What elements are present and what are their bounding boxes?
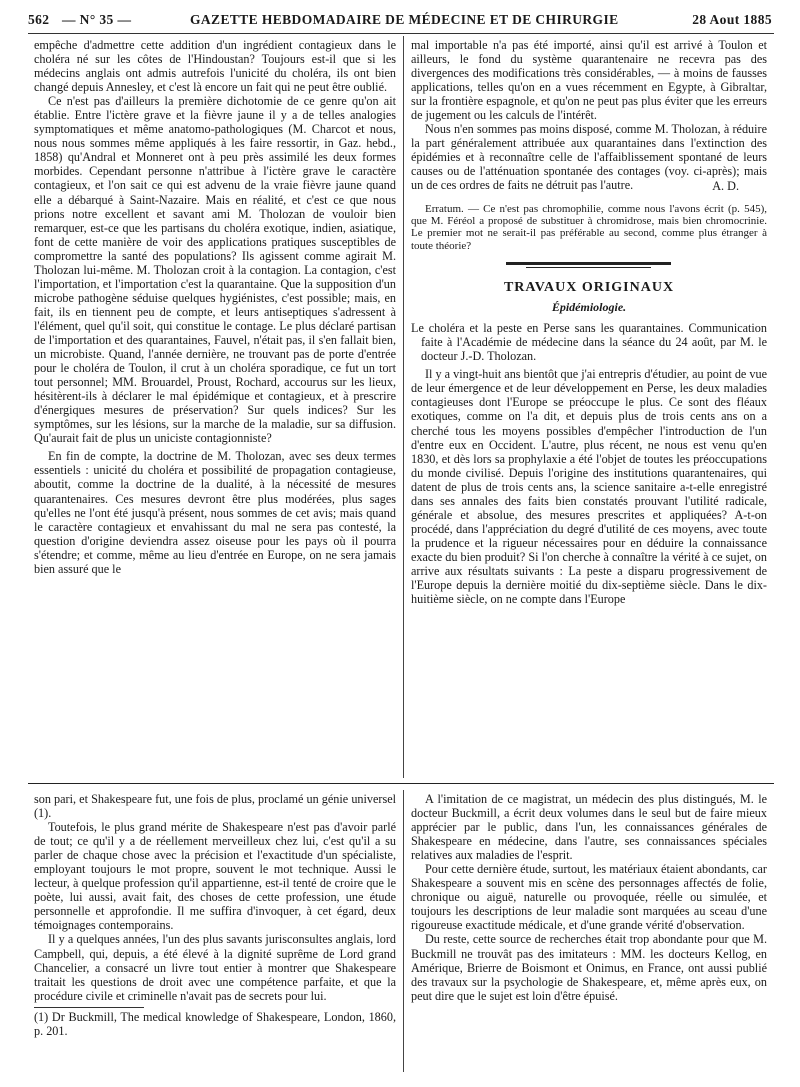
section-rule [28, 783, 774, 784]
page-header [28, 8, 774, 32]
page-number: 562 [28, 12, 50, 27]
journal-title: GAZETTE HEBDOMADAIRE DE MÉDECINE ET DE CHIRURGIE [190, 12, 619, 27]
paragraph: mal importable n'a pas été importé, ainsi qu'il est arrivé à Toulon et ailleurs, le fond du système quarantenaire ne recevra pas des divergences des modifications très considérables, — à moins de fausses applications, telles qu'on en a vues récemment en Egypte, à Gibraltar, sur la frontière espagnole, et qu'on ne peut pas plus éviter que les erreurs de jugement ou les calculs de l'intérêt. [411, 38, 767, 123]
paragraph: Pour cette dernière étude, surtout, les matériaux étaient abondants, car Shakespeare a souvent mis en scène des personnages affectés de folie, chronique ou aiguë, naturelle ou provoquée, réelle ou simulée, et toujours les descriptions de leur maladie sont marquées au sceau d'une rigoureuse exactitude médicale, et d'une grande vérité d'observation. [411, 862, 767, 933]
footnote: (1) Dr Buckmill, The medical knowledge of Shakespeare, London, 1860, p. 201. [34, 1009, 396, 1038]
paragraph: son pari, et Shakespeare fut, une fois de plus, proclamé un génie universel (1). [34, 792, 396, 821]
bottom-right-column [411, 792, 767, 1003]
article-title: Le choléra et la peste en Perse sans les quarantaines. Communication faite à l'Académie de médecine dans la séance du 24 août, par M. le docteur J.-D. Tholozan. [411, 321, 767, 364]
issue-number: — N° 35 — [62, 12, 132, 27]
signature: A. D. [712, 178, 739, 193]
erratum-note [411, 203, 767, 253]
paragraph: Il y a vingt-huit ans bientôt que j'ai entrepris d'étudier, au point de vue de leur émergence et de leur développement en Perse, les deux maladies contagieuses dont l'Europe se préoccupe le plus. Ce sont des fléaux exotiques, comme on l'a dit, et depuis plus de trois cents ans on a cherché tous les moyens possibles d'empêcher l'introduction de l'un d'entre eux en Occident. L'autre, plus récent, ne nous est venu qu'en 1830, et dès lors sa prophylaxie a été l'objet de toutes les préoccupations du monde civilisé. Depuis l'origine des institutions quarantenaires, qui datent de plus de trois cents ans, la science sanitaire a-t-elle enregistré dans ses annales des faits bien constatés prouvant l'utilité radicale, générale et absolue, des mesures prescrites et appliquées? A-t-on procédé, dans l'appréciation du degré d'utilité de ces moyens, avec toute la prudence et la rigueur nécessaires pour en déduire la connaissance exacte du bien produit? Si l'on cherche à connaître la vérité à ce sujet, on arrive aux résultats suivants : La peste a disparu progressivement de l'Europe depuis la dernière moitié du dix-septième siècle. Dans le dix-huitième siècle, on ne compte dans l'Europe [411, 367, 767, 607]
section-title: TRAVAUX ORIGINAUX [503, 280, 675, 296]
column-rule [403, 36, 404, 778]
divider-thick [506, 262, 671, 265]
bottom-left-column [34, 792, 396, 1038]
paragraph: Toutefois, le plus grand mérite de Shakespeare n'est pas d'avoir parlé de tout; ce qu'il y a de réellement merveilleux chez lui, c'est qu'il a su parler de chaque chose avec la précision et l'exactitude d'un spécialiste, employant toujours le mot propre, souvent le mot technique. Aussi le lecteur, à quelque profession qu'il appartienne, est-il tenté de croire que le poète, lui aussi, avait fait, des choses de cette profession, une étude personnelle et approfondie. Il me suffira d'invoquer, à cet égard, deux témoignages contemporains. [34, 820, 396, 933]
paragraph: A l'imitation de ce magistrat, un médecin des plus distingués, M. le docteur Buckmill, a écrit deux volumes dans le seul but de faire mieux apprécier par le public, dans l'un, les connaissances générales de Shakespeare en médecine, dans l'autre, ses connaissances spéciales relatives aux maladies de l'esprit. [411, 792, 767, 863]
paragraph: empêche d'admettre cette addition d'un ingrédient contagieux dans le choléra né sur les côtes de l'Hindoustan? Toujours est-il que si les médecins anglais ont admis autrefois l'unicité du choléra, ils ont bien changé depuis Annesley, et c'est là encore un fait qui ne peut être oublié. [34, 38, 396, 95]
paragraph: Il y a quelques années, l'un des plus savants jurisconsultes anglais, lord Campbell, qui, depuis, a été élevé à la dignité suprême de Lord grand Chancelier, a consacré un livre tout entier à montrer que Shakespeare traitait les questions de droit avec une compétence parfaite, et que la procédure civile et criminelle n'avait pas de secrets pour lui. [34, 932, 396, 1003]
paragraph: Nous n'en sommes pas moins disposé, comme M. Tholozan, à réduire la part généralement attribuée aux quarantaines dans l'extinction des épidémies et à reconnaître celle de l'affaiblissement spontané de leurs causes ou de l'atténuation spontanée des contages (voy. ci-après); mais un de ces ordres de faits ne détruit pas l'autre. [411, 122, 767, 193]
erratum-text: Erratum. — Ce n'est pas chromophilie, comme nous l'avons écrit (p. 545), que M. Féréol a proposé de substituer à chromidrose, mais bien chromocrinie. Le premier mot ne serait-il pas préférable au second, comme plus étranger à toute théorie? [411, 202, 767, 252]
paragraph: En fin de compte, la doctrine de M. Tholozan, avec ses deux termes essentiels : unicité du choléra et possibilité de propagation contagieuse, aboutit, comme la doctrine de la dualité, à la nécessité de mesures quarantenaires. Ces mesures devront être plus modérées, plus sages qu'elles ne l'ont été jusqu'à présent, nous sommes de cet avis; mais quand le caractère contagieux et envahissant du mal ne sera pas contesté, la question d'origine deviendra assez oiseuse pour les pays où il pourra s'étendre; et comme, même au lieu d'entrée en Europe, on ne sera jamais bien assuré que le [34, 449, 396, 576]
header-rule [28, 33, 774, 34]
newspaper-page [28, 0, 774, 1087]
top-right-column [411, 38, 767, 606]
footnote-rule [34, 1007, 144, 1008]
paragraph: Ce n'est pas d'ailleurs la première dichotomie de ce genre qu'on ait établie. Entre l'ictère grave et la fièvre jaune il y a de telles analogies symptomatiques et même anatomo-pathologiques (M. Charcot et nous, nous nous sommes même appliqués à les faire ressortir, in Gaz. hebd., 1858) qu'Andral et Monneret ont à peu près assimilé les deux formes morbides. Cependant personne n'attribue à l'ictère grave le caractère contagieux, et l'on sait ce qui est advenu de la vraie fièvre jaune quand elle a débarqué à Saint-Nazaire. Mais en réalité, et c'est ce que nous prions notre excellent et savant ami M. Tholozan de vouloir bien remarquer, est-ce que les partisans du choléra exotique, indien, asiatique, font de cette manière de voir des applications pratiques susceptibles de compromettre la santé des populations? Ils agissent comme agirait M. Tholozan lui-même. M. Tholozan croit à la contagion. La contagion, c'est l'importation, et l'importation c'est la quarantaine. Que la supposition d'un microbe pathogène séduise quelques hygiénistes, c'est possible; mais, en fait, ils en tiennent peu de compte, et leurs antiseptiques s'adressent à l'élément, quel qu'il soit, qui constitue le contage. Le plus déclaré partisan de l'importation et des quarantaines, Fauvel, n'était pas, il s'en fallait bien, un microbiste. Quand, l'année dernière, ne trouvant pas de porte d'entrée pour le choléra de Toulon, il crut à un choléra sporadique, ce fut un tort tout personnel; MM. Brouardel, Proust, Rochard, accourus sur les lieux, hésitèrent-ils à déclarer le mal épidémique et contagieux, et à prescrire d'énergiques mesures de préservation? Sur quels indices? Sur les symptômes, sur les lésions, sur la marche de la maladie, sur sa diffusion. Qu'aurait fait de plus un uniciste contagionniste? [34, 94, 396, 446]
section-divider [411, 252, 767, 278]
column-rule [403, 790, 404, 1072]
top-left-column [34, 38, 396, 576]
section-subtitle: Épidémiologie. [551, 300, 627, 315]
divider-thin [526, 267, 651, 268]
issue-date: 28 Aout 1885 [692, 12, 772, 27]
paragraph: Du reste, cette source de recherches était trop abondante pour que M. Buckmill ne trouvât pas des imitateurs : MM. les docteurs Kellog, en Amérique, Brierre de Boismont et Onimus, en France, ont aussi publié des travaux sur la psychologie de Shakespeare, et, même après eux, on peut dire que le sujet est loin d'être épuisé. [411, 932, 767, 1003]
